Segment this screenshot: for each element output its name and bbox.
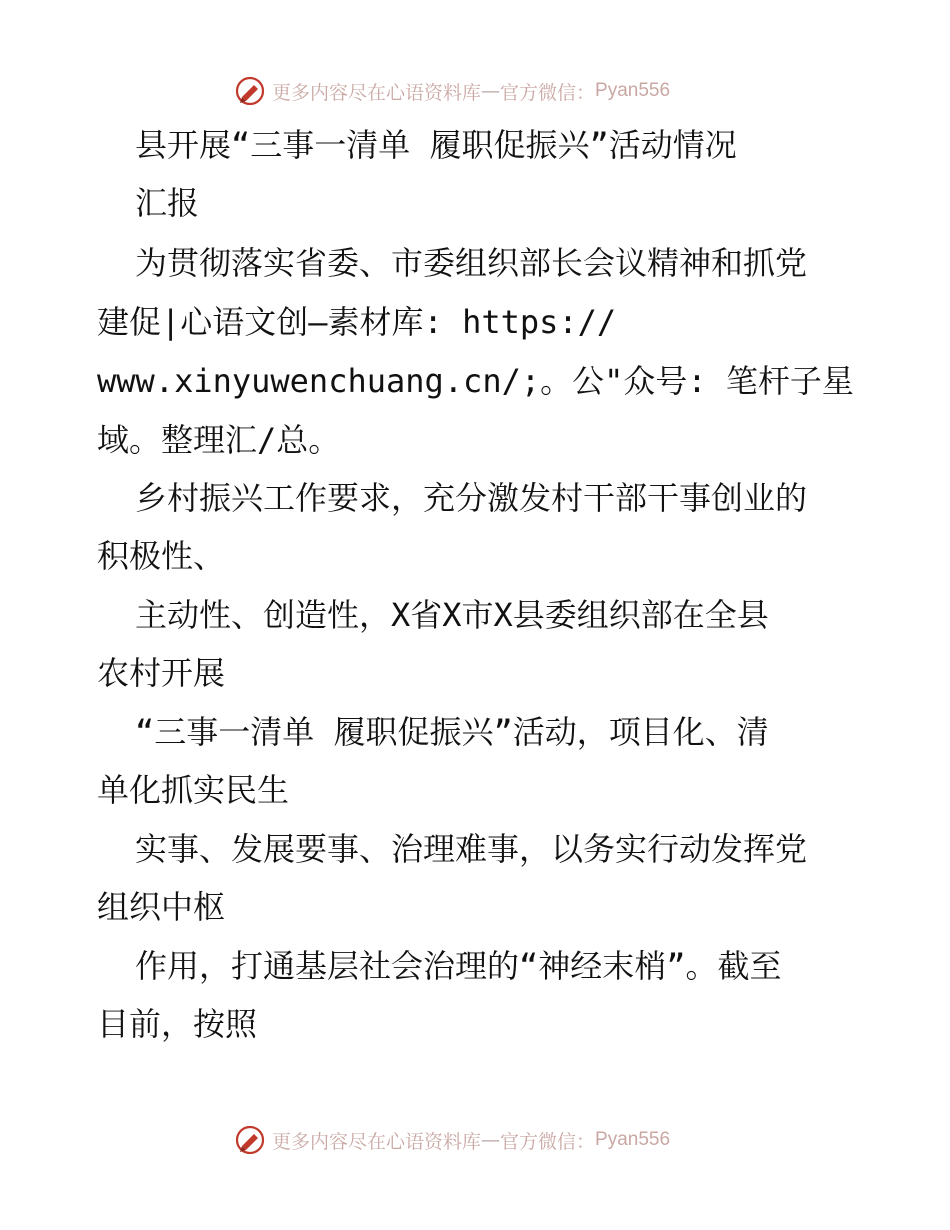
paragraph-line: 主动性、创造性，X省X市X县委组织部在全县 bbox=[135, 596, 769, 634]
paragraph-line: 农村开展 bbox=[97, 654, 226, 692]
paragraph-line: “三事一清单 履职促振兴”活动，项目化、清 bbox=[135, 713, 769, 751]
paragraph-line: www.xinyuwenchuang.cn/;。公"众号: 笔杆子星 bbox=[97, 362, 854, 400]
paragraph-line: 单化抓实民生 bbox=[97, 771, 290, 809]
pen-logo-icon bbox=[234, 75, 266, 107]
watermark-wechat-id: Pyan556 bbox=[595, 80, 671, 101]
paragraph-line: 作用，打通基层社会治理的“神经末梢”。截至 bbox=[135, 947, 782, 985]
paragraph-line: 积极性、 bbox=[97, 537, 226, 575]
watermark-separator: — bbox=[481, 80, 501, 102]
paragraph-line: 建促|心语文创—素材库: https:// bbox=[97, 303, 617, 341]
watermark-contact: 官方微信： bbox=[500, 81, 596, 104]
paragraph-line: 域。整理汇/总。 bbox=[97, 421, 341, 459]
watermark-text: 更多内容尽在心语资料库 bbox=[272, 1130, 482, 1153]
watermark-text: 更多内容尽在心语资料库 bbox=[272, 81, 482, 104]
paragraph-line: 组织中枢 bbox=[97, 888, 226, 926]
document-title-line-1: 县开展“三事一清单 履职促振兴”活动情况 bbox=[135, 126, 737, 164]
watermark-contact: 官方微信： bbox=[500, 1130, 596, 1153]
watermark-wechat-id: Pyan556 bbox=[595, 1129, 671, 1150]
header-watermark bbox=[234, 73, 670, 109]
document-title-line-2: 汇报 bbox=[135, 184, 200, 222]
watermark-separator: — bbox=[481, 1129, 501, 1151]
paragraph-line: 乡村振兴工作要求，充分激发村干部干事创业的 bbox=[135, 479, 808, 517]
paragraph-line: 实事、发展要事、治理难事，以务实行动发挥党 bbox=[135, 830, 808, 868]
pen-logo-icon bbox=[234, 1124, 266, 1156]
paragraph-line: 目前，按照 bbox=[97, 1005, 258, 1043]
paragraph-line: 为贯彻落实省委、市委组织部长会议精神和抓党 bbox=[135, 244, 808, 282]
footer-watermark bbox=[234, 1122, 670, 1158]
